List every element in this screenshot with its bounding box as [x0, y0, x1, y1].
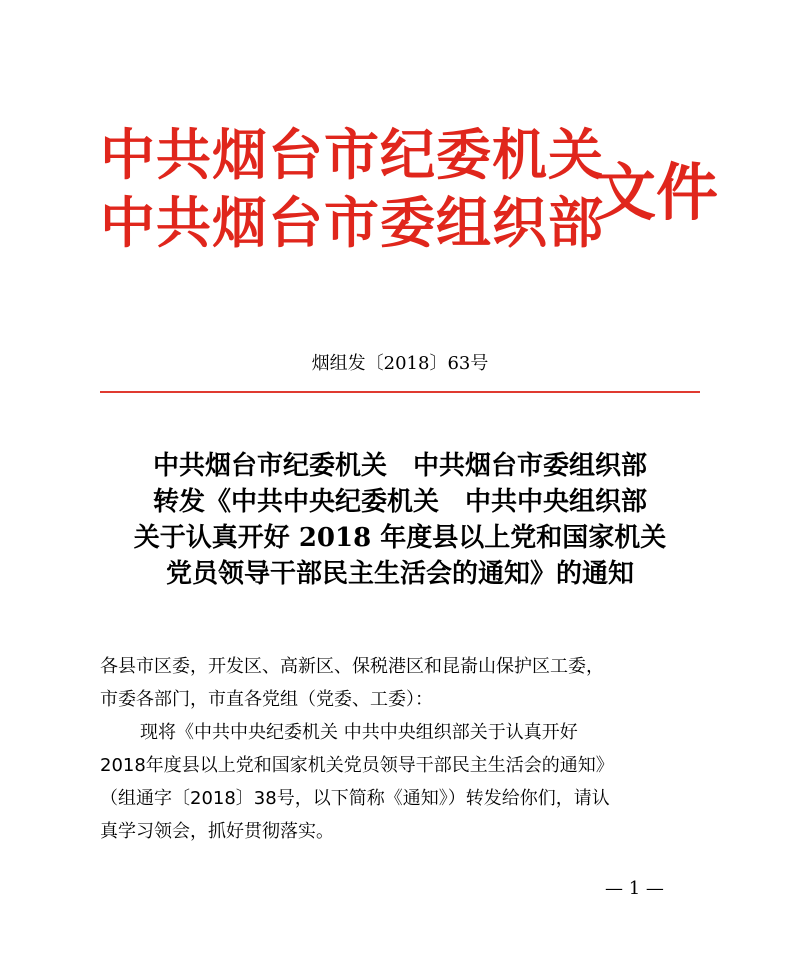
body-line-3: （组通字〔2018〕38号，以下简称《通知》）转发给你们，请认 [100, 788, 610, 809]
document-title [60, 448, 740, 592]
body-line-2: 2018年度县以上党和国家机关党员领导干部民主生活会的通知》 [100, 755, 614, 776]
page-number: — 1 — [605, 878, 664, 899]
issuer-line-2: 中共烟台市委组织部 [100, 191, 605, 255]
document-body [100, 650, 700, 848]
document-number: 烟组发〔2018〕63号 [311, 353, 489, 374]
body-line-4: 真学习领会，抓好贯彻落实。 [100, 821, 334, 842]
issuer-line-1: 中共烟台市纪委机关 [100, 123, 605, 187]
recipients-line-2: 市委各部门，市直各党组（党委、工委）： [100, 689, 433, 710]
title-line-3: 关于认真开好 2018 年度县以上党和国家机关 [133, 523, 667, 553]
body-line-1: 现将《中共中央纪委机关 中共中央组织部关于认真开好 [140, 722, 578, 743]
title-line-1: 中共烟台市纪委机关 中共烟台市委组织部 [152, 451, 647, 481]
recipients-line-1: 各县市区委，开发区、高新区、保税港区和昆嵛山保护区工委， [100, 656, 604, 677]
title-line-4: 党员领导干部民主生活会的通知》的通知 [165, 559, 634, 589]
title-line-2: 转发《中共中央纪委机关 中共中央组织部 [152, 487, 647, 517]
document-header [100, 123, 720, 278]
red-divider [100, 391, 700, 393]
document-word: 文件 [594, 156, 719, 229]
